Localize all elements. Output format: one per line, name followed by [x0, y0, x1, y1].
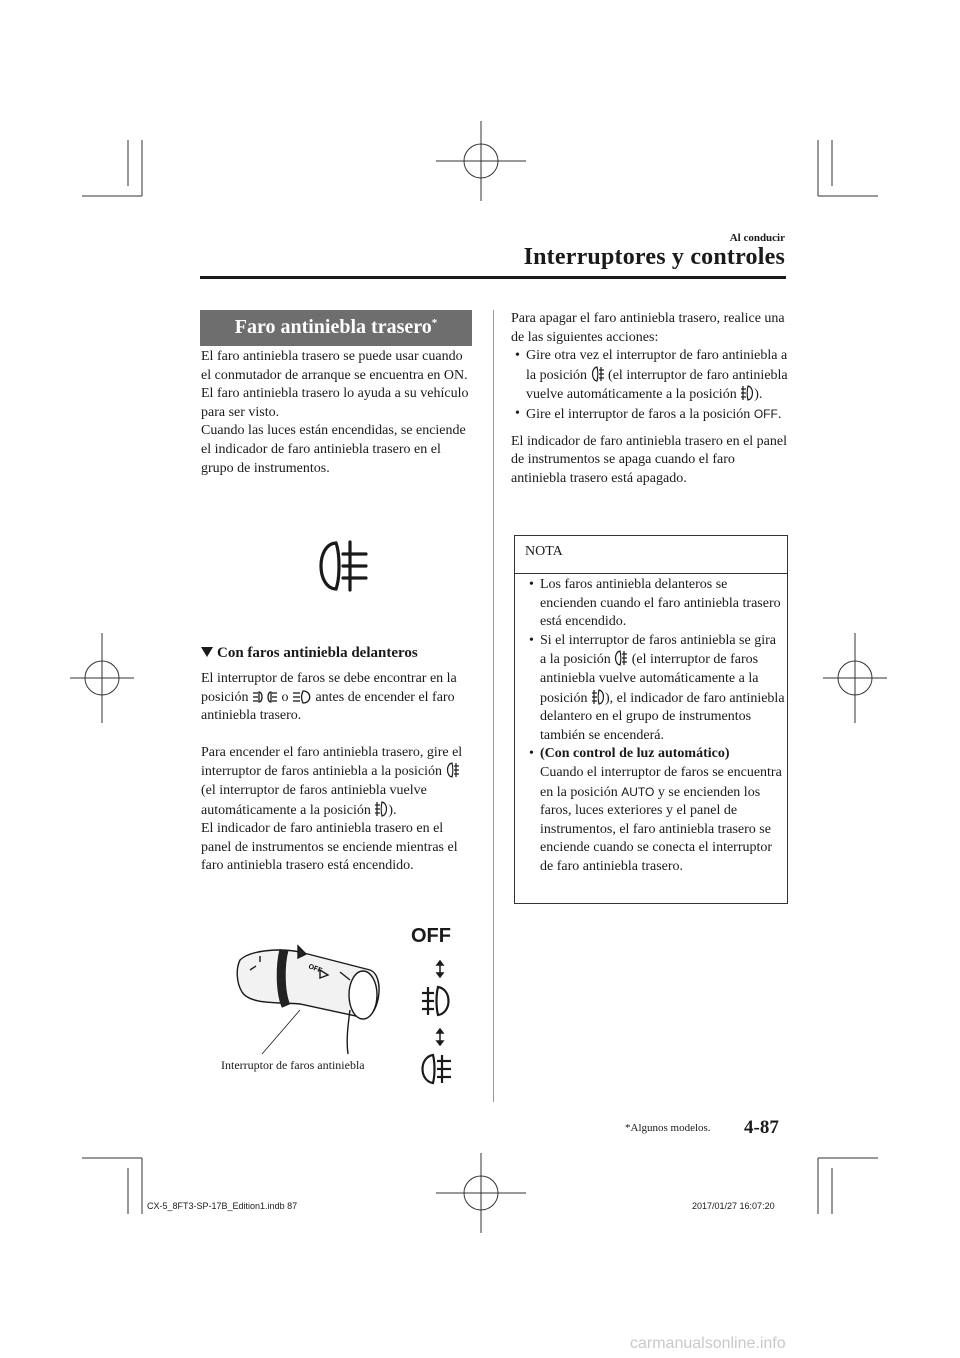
subsection-paragraph-3: El indicador de faro antiniebla trasero en el panel de instrumentos se enciende mientras el faro antiniebla trasero está encendido. [201, 821, 458, 874]
text-span: Para encender el faro antiniebla trasero, gire el interruptor de faros antiniebla a la posición [201, 744, 463, 780]
note-item: • Los faros antiniebla delanteros se encienden cuando el faro antiniebla trasero está encendido. [529, 577, 781, 630]
text-span: o [281, 689, 289, 705]
note-item: • Si el interruptor de faros antiniebla se gira a la posición (el interruptor de faros antiniebla vuelve automáticamente a la posición ), el indicador de faro antiniebla delantero en el grupo de instrumentos también se encenderá. [529, 632, 785, 743]
intro-paragraph-3: Cuando las luces están encendidas, se enciende el indicador de faro antiniebla trasero en el grupo de instrumentos. [201, 423, 466, 476]
action-list [511, 347, 789, 424]
text-span: Cuando el interruptor de faros se encuentra en la posición [540, 764, 782, 800]
front-fog-icon [591, 689, 605, 705]
text-span: y se encienden los faros, luces exteriores y el panel de instrumentos, el faro antiniebla trasero se enciende cuando se conecta el interruptor de faro antiniebla trasero. [540, 784, 773, 874]
note-list [525, 576, 785, 877]
section-label: Al conducir [729, 232, 785, 244]
text-span: El interruptor de faros se debe encontrar en la posición [201, 671, 457, 705]
front-fog-icon [740, 385, 754, 401]
section-banner [200, 310, 472, 346]
note-title: NOTA [515, 536, 787, 574]
text-span: Gire el interruptor de faros a la posición [526, 406, 751, 422]
subsection-title: Con faros antiniebla delanteros [217, 645, 418, 661]
text-span: ). [388, 802, 397, 818]
triangle-bullet-icon [201, 647, 213, 657]
subsection-text [201, 670, 473, 876]
front-fog-position-icon [420, 985, 454, 1017]
intro-paragraph-1: El faro antiniebla trasero se puede usar cuando el conmutador de arranque se encuentra en ON. [201, 349, 468, 383]
parking-light-icon [252, 690, 278, 704]
file-info: CX-5_8FT3-SP-17B_Edition1.indb 87 [147, 1201, 298, 1211]
rear-fog-icon [591, 366, 605, 382]
banner-asterisk: * [431, 317, 438, 329]
svg-text:OFF: OFF [307, 963, 323, 975]
right-after-text: El indicador de faro antiniebla trasero en el panel de instrumentos se apaga cuando el faro antiniebla trasero está apagado. [511, 433, 787, 486]
footnote: *Algunos modelos. [625, 1122, 711, 1134]
text-span: Gire otra vez el interruptor de faro antiniebla a la posición [526, 348, 788, 383]
banner-title: Faro antiniebla trasero [234, 316, 432, 338]
text-span: (el interruptor de faros antiniebla vuelve automáticamente a la posición [540, 652, 759, 706]
subsection-heading [201, 645, 418, 662]
intro-paragraph-2: El faro antiniebla trasero lo ayuda a su vehículo para ser visto. [201, 386, 469, 420]
right-intro: Para apagar el faro antiniebla trasero, realice una de las siguientes acciones: [511, 311, 785, 345]
note-items [525, 576, 785, 877]
intro-text [201, 348, 473, 478]
headlight-icon [292, 690, 312, 704]
note-item: • (Con control de luz automático) Cuando el interruptor de faros se encuentra en la posición AUTO y se encienden los faros, luces exteriores y el panel de instrumentos, el faro antiniebla trasero se enciende cuando se conecta el interruptor de faro antiniebla trasero. [529, 746, 782, 874]
subsection-paragraph-2 [201, 744, 473, 820]
rear-fog-icon [446, 762, 460, 778]
page-number: 4-87 [744, 1117, 779, 1138]
off-text: OFF [753, 406, 778, 421]
text-span: . [777, 406, 782, 422]
rear-fog-position-icon [418, 1053, 454, 1085]
text-span: ), el indicador de faro antiniebla delantero en el grupo de instrumentos también se encenderá. [540, 690, 785, 743]
text-span: (el interruptor de faros antiniebla vuelve automáticamente a la posición [201, 782, 427, 818]
figure-caption: Interruptor de faros antiniebla [221, 1058, 365, 1072]
text-span: ). [754, 387, 763, 403]
print-timestamp: 2017/01/27 16:07:20 [692, 1201, 775, 1211]
off-position-label: OFF [411, 925, 451, 947]
text-span: antes de encender el faro antiniebla trasero. [201, 689, 455, 724]
note-bold-text: (Con control de luz automático) [540, 746, 730, 762]
subsection-paragraph-1 [201, 670, 473, 726]
rear-fog-indicator-icon [310, 538, 372, 594]
header-rule [200, 276, 786, 279]
watermark: carmanualsonline.info [630, 1335, 786, 1352]
right-column-text [511, 310, 789, 488]
rear-fog-icon [614, 650, 628, 666]
text-span: Los faros antiniebla delanteros se encienden cuando el faro antiniebla trasero está encendido. [540, 577, 781, 630]
text-span: (el interruptor de faro antiniebla vuelve automáticamente a la posición [526, 367, 788, 403]
auto-text: AUTO [621, 784, 655, 799]
list-item: • Gire otra vez el interruptor de faro antiniebla a la posición (el interruptor de faro antiniebla vuelve automáticamente a la posición ). [515, 348, 788, 403]
front-fog-icon [374, 801, 388, 817]
list-item: • Gire el interruptor de faros a la posición OFF. [515, 405, 782, 422]
text-span: Si el interruptor de faros antiniebla se gira a la posición [540, 632, 776, 668]
column-divider [493, 310, 494, 1102]
note-box [514, 535, 788, 904]
page-title: Interruptores y controles [523, 244, 785, 270]
